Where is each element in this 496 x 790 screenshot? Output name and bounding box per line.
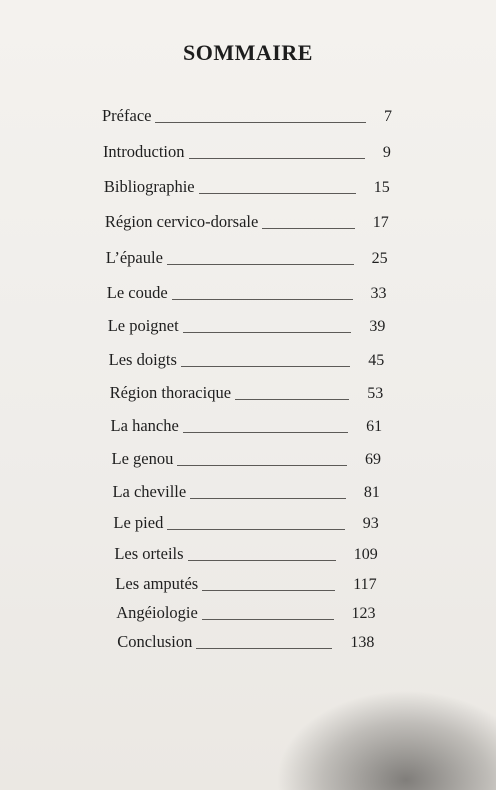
toc-entry-label: Région thoracique [109,383,232,402]
toc-leader-line [199,193,356,194]
toc-entry-label: Introduction [102,142,185,161]
toc-leader-line [167,264,354,265]
toc-entry-orteils [114,542,377,566]
toc-entry-amputes [115,572,376,596]
toc-entry-label: Le poignet [107,316,179,335]
toc-leader-line [167,529,344,530]
toc-leader-line [262,228,354,229]
page-shadow [276,690,496,790]
toc-leader-line [196,648,332,649]
toc-leader-line [188,560,336,561]
page-title: SOMMAIRE [183,40,313,65]
toc-entry-page: 39 [369,318,386,335]
toc-leader-line [155,122,366,123]
toc-entry-label: Les orteils [114,544,184,563]
toc-entry-page: 7 [384,108,392,125]
toc-entry-label: Le pied [113,513,164,532]
toc-entry-region-cervico-dorsale [105,210,389,234]
toc-entry-epaule [106,246,388,270]
toc-entry-doigts [109,348,385,372]
toc-entry-genou [112,447,382,471]
toc-entry-label: Le coude [106,283,168,302]
toc-entry-page: 53 [367,385,384,402]
toc-entry-introduction [103,140,391,164]
toc-leader-line [202,590,335,591]
toc-entry-hanche [111,414,383,438]
toc-entry-angeiologie [116,601,375,625]
toc-leader-line [172,299,353,300]
toc-entry-label: Bibliographie [103,177,195,196]
toc-leader-line [177,465,347,466]
toc-leader-line [183,432,348,433]
toc-leader-line [183,332,352,333]
toc-entry-label: Préface [102,106,152,125]
toc-entry-page: 123 [351,605,376,622]
toc-entry-label: Région cervico-dorsale [104,212,259,231]
toc-entry-label: Angéiologie [116,603,198,622]
toc-entry-coude [107,281,387,305]
toc-leader-line [235,399,349,400]
toc-entry-label: L’épaule [105,248,163,267]
toc-entry-page: 17 [372,214,389,231]
toc-leader-line [202,619,334,620]
toc-entry-page: 33 [370,285,387,302]
toc-entry-page: 138 [350,634,375,651]
toc-entry-page: 93 [362,515,379,532]
toc-entry-label: Le genou [111,449,174,468]
toc-entry-page: 45 [368,352,385,369]
toc-entry-page: 9 [382,144,391,161]
toc-entry-label: Les doigts [108,350,177,369]
toc-entry-page: 61 [366,418,383,435]
toc-entry-pied [113,511,378,535]
toc-entry-cheville [112,480,379,504]
toc-leader-line [189,158,365,159]
toc-entry-page: 25 [371,250,388,267]
toc-entry-page: 81 [363,484,380,501]
toc-leader-line [181,366,350,367]
toc-entry-page: 69 [365,451,381,468]
toc-entry-poignet [108,314,386,338]
toc-entry-label: Les amputés [115,574,199,593]
toc-entry-conclusion [117,630,374,654]
toc-entry-label: La cheville [112,482,187,501]
toc-entry-bibliographie [104,175,390,199]
toc-entry-preface [102,104,392,128]
toc-entry-page: 15 [373,179,390,196]
toc-leader-line [190,498,346,499]
toc-entry-page: 117 [353,576,377,593]
toc-entry-label: Conclusion [117,632,193,651]
toc-entry-label: La hanche [110,416,179,435]
toc-entry-region-thoracique [110,381,384,405]
toc-entry-page: 109 [353,546,378,563]
